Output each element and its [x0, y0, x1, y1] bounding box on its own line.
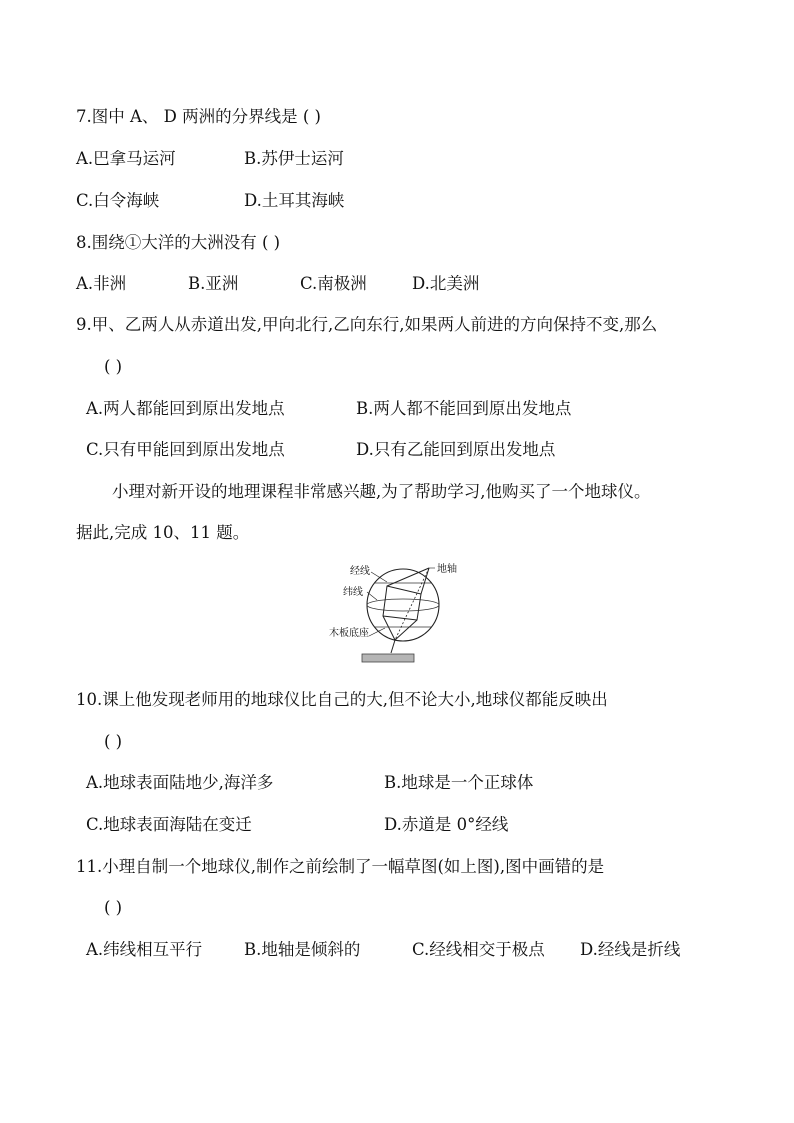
q8-option-d: D.北美洲 — [412, 274, 480, 293]
q7-stem: 7.图中 A、 D 两洲的分界线是 ( ) — [76, 107, 321, 126]
q9-option-b: B.两人都不能回到原出发地点 — [356, 399, 572, 418]
q9-stem: 9.甲、乙两人从赤道出发,甲向北行,乙向东行,如果两人前进的方向保持不变,那么 — [76, 315, 658, 334]
intro-line-2: 据此,完成 10、11 题。 — [76, 523, 250, 542]
q11-option-c: C.经线相交于极点 — [412, 940, 545, 959]
globe-outline — [367, 569, 439, 641]
q10-answer-paren: ( ) — [104, 732, 123, 751]
earth-axis — [395, 568, 429, 640]
q9-option-a: A.两人都能回到原出发地点 — [86, 399, 285, 418]
q7-option-c: C.白令海峡 — [76, 191, 160, 210]
meridian-line — [383, 616, 417, 620]
q7-option-b: B.苏伊士运河 — [244, 149, 344, 168]
label-axis: 地轴 — [437, 564, 457, 575]
q9-option-d: D.只有乙能回到原出发地点 — [356, 440, 556, 459]
meridian-line — [395, 568, 429, 640]
globe-diagram — [325, 556, 475, 668]
label-parallel: 纬线 — [343, 587, 363, 598]
q8-option-a: A.非洲 — [76, 274, 127, 293]
q8-stem: 8.围绕①大洋的大洲没有 ( ) — [76, 233, 281, 252]
stand-post — [391, 640, 395, 653]
q11-answer-paren: ( ) — [104, 898, 123, 917]
meridian-line — [383, 568, 429, 640]
wooden-base — [362, 654, 414, 662]
q9-option-c: C.只有甲能回到原出发地点 — [86, 440, 285, 459]
q11-option-a: A.纬线相互平行 — [86, 940, 203, 959]
label-meridian: 经线 — [350, 566, 370, 577]
q10-option-a: A.地球表面陆地少,海洋多 — [86, 773, 274, 792]
q8-option-c: C.南极洲 — [300, 274, 367, 293]
q7-option-a: A.巴拿马运河 — [76, 149, 176, 168]
q10-option-c: C.地球表面海陆在变迁 — [86, 815, 252, 834]
parallel-line — [367, 599, 439, 611]
label-base: 木板底座 — [329, 628, 369, 639]
q9-answer-paren: ( ) — [104, 357, 123, 376]
q10-stem: 10.课上他发现老师用的地球仪比自己的大,但不论大小,地球仪都能反映出 — [76, 690, 608, 709]
intro-line-1: 小理对新开设的地理课程非常感兴趣,为了帮助学习,他购买了一个地球仪。 — [112, 482, 651, 501]
q11-stem: 11.小理自制一个地球仪,制作之前绘制了一幅草图(如上图),图中画错的是 — [76, 857, 605, 876]
q11-option-d: D.经线是折线 — [580, 940, 681, 959]
q7-option-d: D.土耳其海峡 — [244, 191, 345, 210]
q10-option-d: D.赤道是 0°经线 — [384, 815, 509, 834]
q11-option-b: B.地轴是倾斜的 — [244, 940, 361, 959]
meridian-line — [387, 586, 421, 594]
q8-option-b: B.亚洲 — [188, 274, 239, 293]
q10-option-b: B.地球是一个正球体 — [384, 773, 534, 792]
